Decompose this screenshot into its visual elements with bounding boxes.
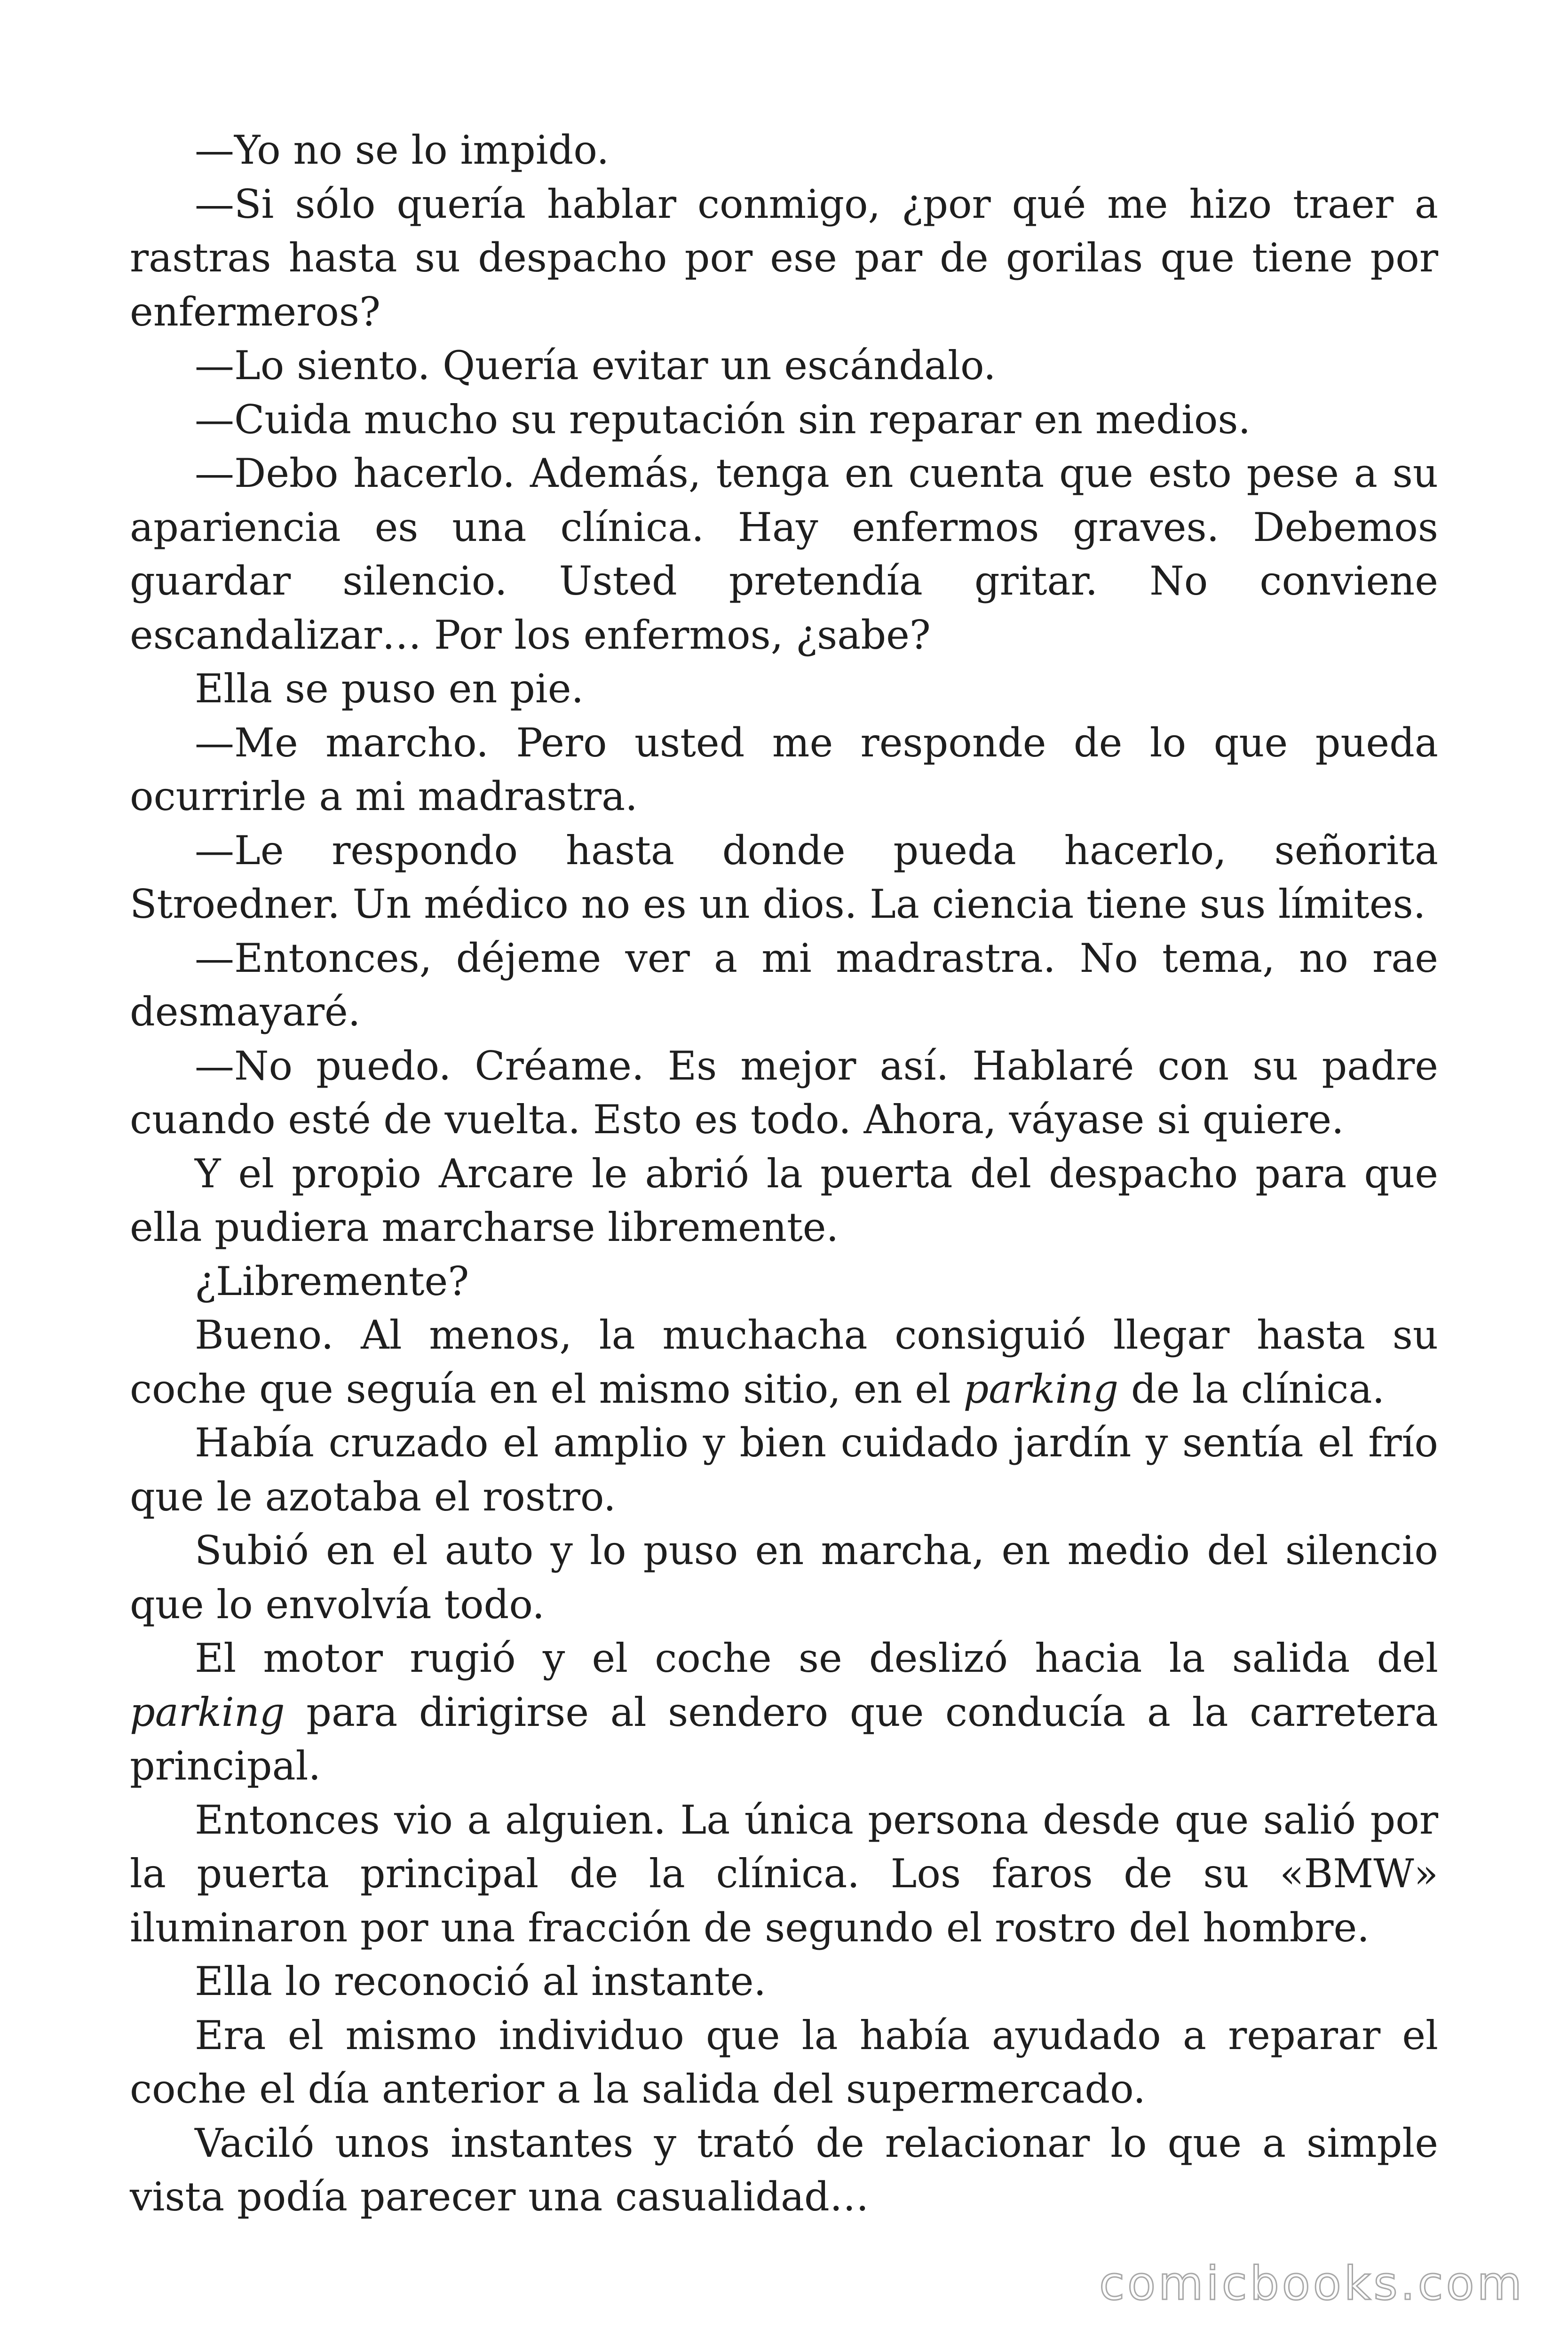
paragraph bbox=[130, 1308, 1438, 1416]
text-run: para dirigirse al sendero que conducía a la carretera principal. bbox=[130, 1689, 1438, 1789]
text-run: —Me marcho. Pero usted me responde de lo que pueda ocurrirle a mi madrastra. bbox=[130, 719, 1438, 819]
paragraph bbox=[130, 716, 1438, 824]
paragraph bbox=[130, 1631, 1438, 1793]
text-run: —Si sólo quería hablar conmigo, ¿por qué me hizo traer a rastras hasta su despacho por ese par de gorilas que tiene por enfermeros? bbox=[130, 181, 1438, 335]
paragraph bbox=[130, 2116, 1438, 2224]
text-run: Bueno. Al menos, la muchacha consiguió llegar hasta su coche que seguía en el mismo sitio, en el bbox=[130, 1312, 1438, 1412]
paragraph bbox=[130, 177, 1438, 339]
italic-text: parking bbox=[130, 1689, 285, 1735]
text-run: Subió en el auto y lo puso en marcha, en medio del silencio que lo envolvía todo. bbox=[130, 1527, 1438, 1628]
paragraph bbox=[130, 931, 1438, 1039]
text-run: Y el propio Arcare le abrió la puerta del despacho para que ella pudiera marcharse libremente. bbox=[130, 1150, 1438, 1250]
text-run: —Debo hacerlo. Además, tenga en cuenta que esto pese a su apariencia es una clínica. Hay enfermos graves. Debemos guardar silencio. Usted pretendía gritar. No conviene escandalizar… Por los enfermos, ¿sabe? bbox=[130, 450, 1438, 658]
paragraph bbox=[130, 824, 1438, 931]
text-run: —Entonces, déjeme ver a mi madrastra. No tema, no rae desmayaré. bbox=[130, 935, 1438, 1035]
body-text bbox=[130, 123, 1438, 2224]
text-run: —Lo siento. Quería evitar un escándalo. bbox=[195, 342, 996, 389]
paragraph bbox=[130, 1793, 1438, 1955]
paragraph bbox=[130, 446, 1438, 662]
text-run: —Cuida mucho su reputación sin reparar en medios. bbox=[195, 396, 1251, 443]
text-run: Vaciló unos instantes y trató de relacionar lo que a simple vista podía parecer una casualidad… bbox=[130, 2120, 1438, 2220]
paragraph bbox=[130, 1255, 1438, 1309]
text-run: —No puedo. Créame. Es mejor así. Hablaré con su padre cuando esté de vuelta. Esto es todo. Ahora, váyase si quiere. bbox=[130, 1042, 1438, 1143]
paragraph bbox=[130, 393, 1438, 447]
paragraph bbox=[130, 2009, 1438, 2116]
italic-text: parking bbox=[963, 1366, 1119, 1412]
watermark: comicbooks.com bbox=[1099, 2257, 1525, 2311]
text-run: de la clínica. bbox=[1118, 1366, 1385, 1412]
text-run: —Yo no se lo impido. bbox=[195, 127, 610, 173]
paragraph bbox=[130, 662, 1438, 716]
text-run: El motor rugió y el coche se deslizó hacia la salida del bbox=[195, 1635, 1438, 1681]
text-run: Había cruzado el amplio y bien cuidado jardín y sentía el frío que le azotaba el rostro. bbox=[130, 1420, 1438, 1520]
text-run: Era el mismo individuo que la había ayudado a reparar el coche el día anterior a la salida del supermercado. bbox=[130, 2012, 1438, 2112]
text-run: Entonces vio a alguien. La única persona desde que salió por la puerta principal de la clínica. Los faros de su «BMW» iluminaron por una fracción de segundo el rostro del hombre. bbox=[130, 1796, 1438, 1951]
paragraph bbox=[130, 339, 1438, 393]
text-run: ¿Libremente? bbox=[195, 1258, 469, 1304]
text-run: Ella lo reconoció al instante. bbox=[195, 1958, 767, 2004]
text-run: —Le respondo hasta donde pueda hacerlo, señorita Stroedner. Un médico no es un dios. La ciencia tiene sus límites. bbox=[130, 827, 1438, 927]
paragraph bbox=[130, 1147, 1438, 1255]
paragraph bbox=[130, 123, 1438, 177]
paragraph bbox=[130, 1955, 1438, 2009]
paragraph bbox=[130, 1039, 1438, 1147]
paragraph bbox=[130, 1416, 1438, 1524]
paragraph bbox=[130, 1524, 1438, 1631]
text-run: Ella se puso en pie. bbox=[195, 666, 584, 712]
